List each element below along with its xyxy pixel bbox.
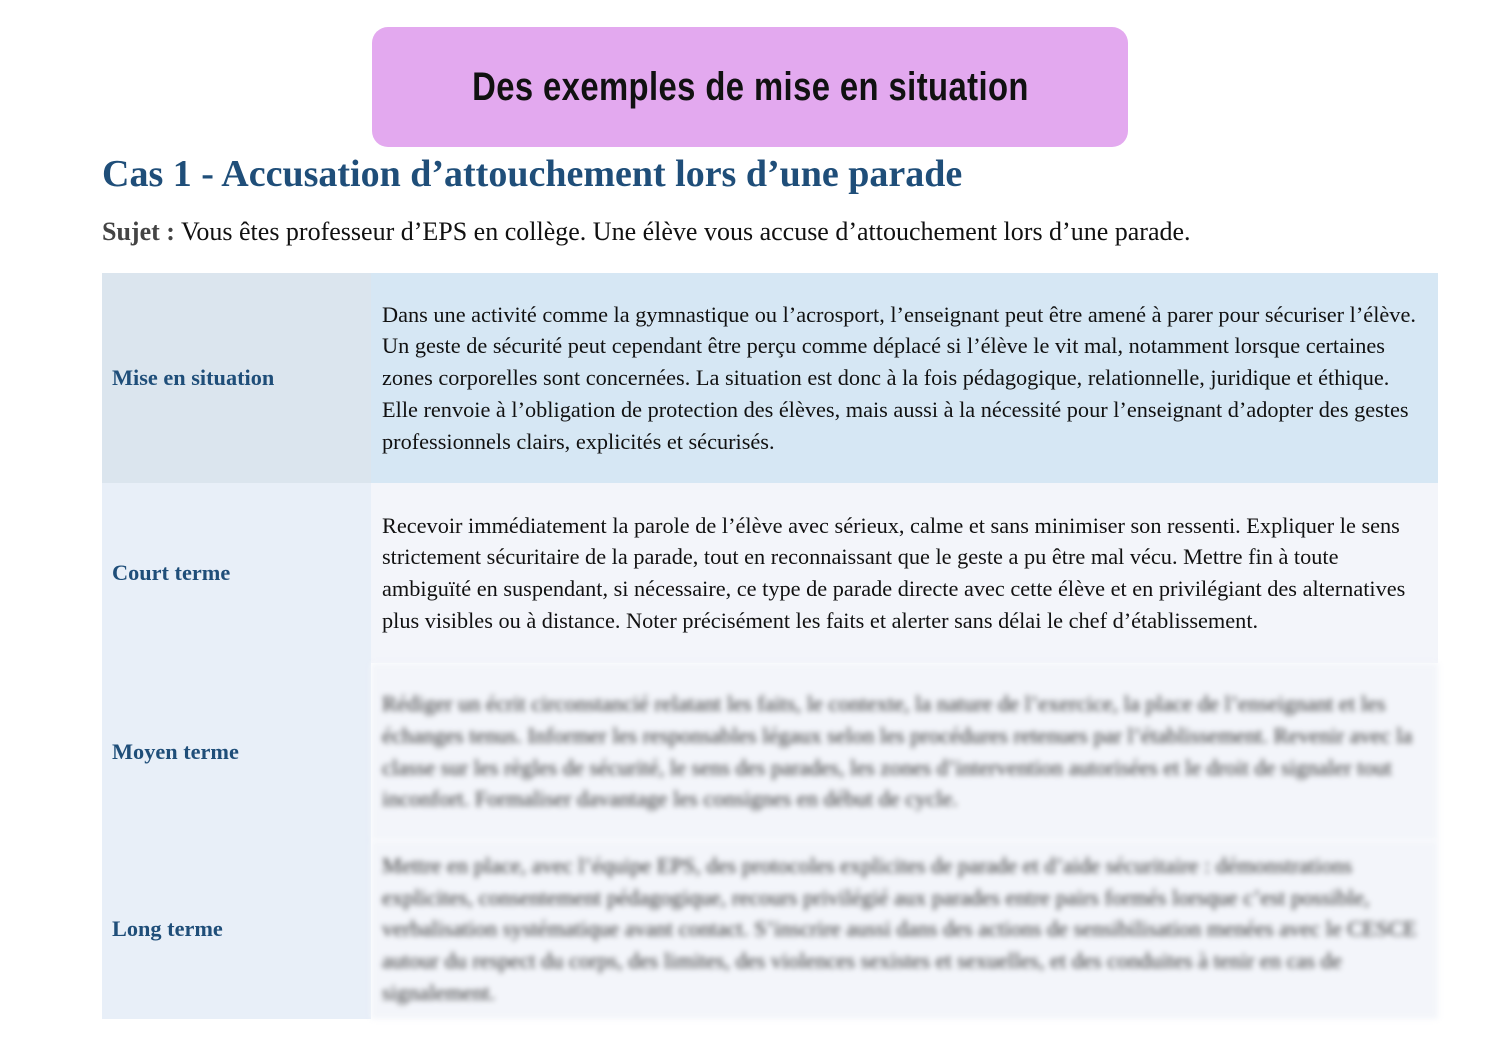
case-table: [102, 273, 1438, 1019]
table-row: [102, 273, 1438, 483]
row-label: Long terme: [102, 840, 371, 1019]
subject-label: Sujet :: [102, 217, 175, 246]
row-label: Mise en situation: [102, 273, 371, 483]
subject-text: Vous êtes professeur d’EPS en collège. Une élève vous accuse d’attouchement lors d’une parade.: [174, 217, 1191, 246]
banner-title: Des exemples de mise en situation: [471, 64, 1029, 109]
table-row: [102, 483, 1438, 663]
row-text-blurred: Rédiger un écrit circonstancié relatant les faits, le contexte, la nature de l’exercice, la place de l’enseignant et les échanges tenus. Informer les responsables légaux selon les procédures retenues par l’établissement. Revenir avec la classe sur les règles de sécurité, le sens des parades, les zones d’intervention autorisées et le droit de signaler tout inconfort. Formaliser davantage les consignes en début de cycle.: [371, 663, 1438, 840]
row-text: Recevoir immédiatement la parole de l’élève avec sérieux, calme et sans minimiser son ressenti. Expliquer le sens strictement sécuritaire de la parade, tout en reconnaissant que le geste a pu être mal vécu. Mettre fin à toute ambiguïté en suspendant, si nécessaire, ce type de parade directe avec cette élève et en privilégiant des alternatives plus visibles ou à distance. Noter précisément les faits et alerter sans délai le chef d’établissement.: [371, 483, 1438, 663]
case-subject: [102, 217, 1191, 247]
row-label: Moyen terme: [102, 663, 371, 840]
row-label: Court terme: [102, 483, 371, 663]
case-title: Cas 1 - Accusation d’attouchement lors d’une parade: [102, 153, 963, 195]
row-text: Dans une activité comme la gymnastique ou l’acrosport, l’enseignant peut être amené à parer pour sécuriser l’élève. Un geste de sécurité peut cependant être perçu comme déplacé si l’élève le vit mal, notamment lorsque certaines zones corporelles sont concernées. La situation est donc à la fois pédagogique, relationnelle, juridique et éthique. Elle renvoie à l’obligation de protection des élèves, mais aussi à la nécessité pour l’enseignant d’adopter des gestes professionnels clairs, explicités et sécurisés.: [371, 273, 1438, 483]
table-row: [102, 840, 1438, 1019]
row-text-blurred: Mettre en place, avec l’équipe EPS, des protocoles explicites de parade et d’aide sécuritaire : démonstrations explicites, consentement pédagogique, recours privilégié aux parades entre pairs formés lorsque c’est possible, verbalisation systématique avant contact. S’inscrire aussi dans des actions de sensibilisation menées avec le CESCE autour du respect du corps, des limites, des violences sexistes et sexuelles, et des conduites à tenir en cas de signalement.: [371, 840, 1438, 1019]
table-row: [102, 663, 1438, 840]
title-banner: [372, 27, 1128, 147]
